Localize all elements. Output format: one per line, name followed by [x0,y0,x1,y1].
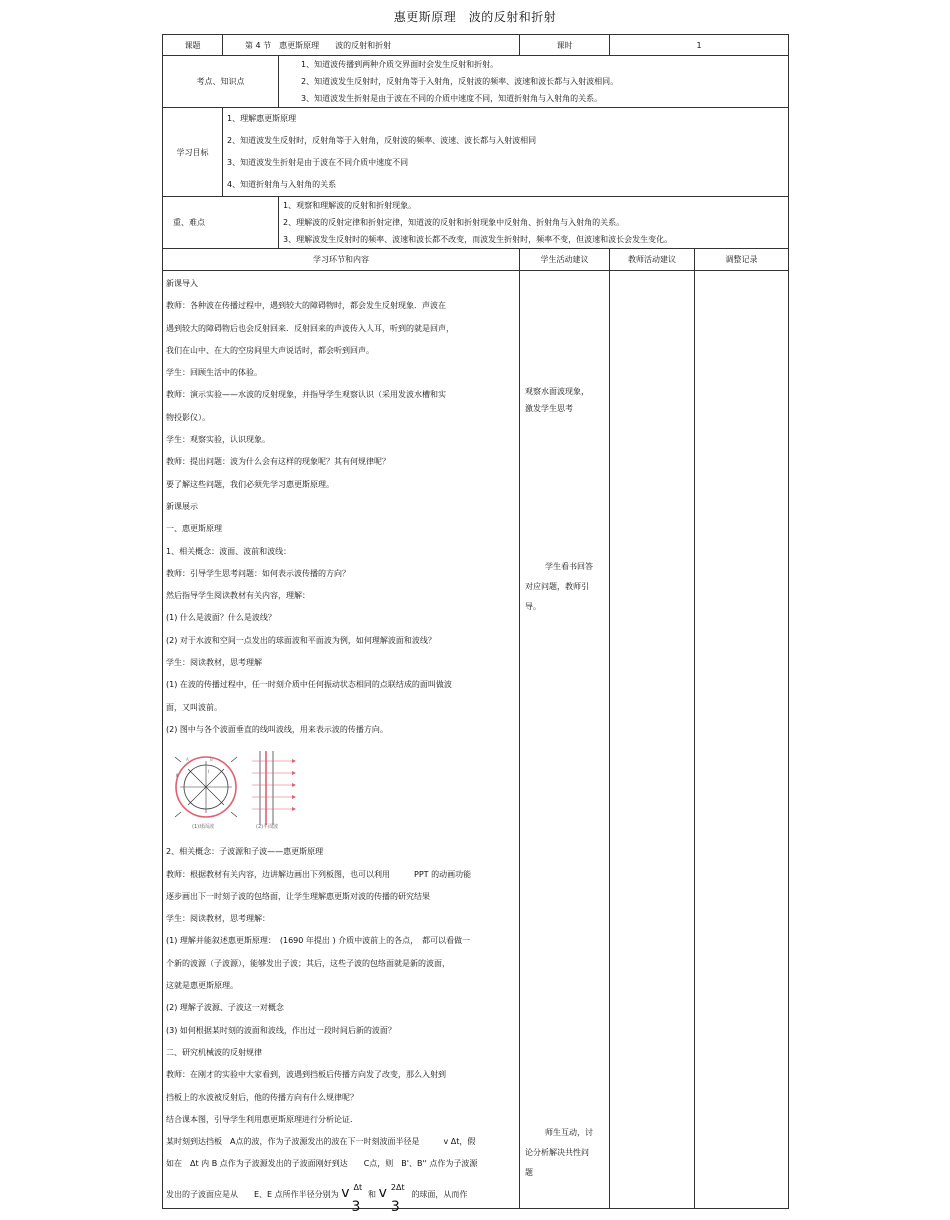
student-note-line: 对应问题，教师引 [525,582,589,591]
topic-row [163,35,789,56]
formula-and: 和 [368,1189,377,1199]
content-line: 教师：提出问题：波为什么会有这样的现象呢？其有何规律呢？ [166,457,390,467]
content-line: (2) 对于水波和空间一点发出的球面波和平面波为例，如何理解波面和波线？ [166,635,436,645]
difficulty-item: 1、观察和理解波的反射和折射现象。 [283,201,417,210]
content-line: 学生：阅读教材，思考理解： [166,914,270,924]
content-column-header: 学习环节和内容 [163,249,520,271]
objectives-list [223,108,789,197]
topic-label: 课题 [163,35,223,56]
fraction-1 [350,1183,366,1216]
difficulties-label: 重、难点 [163,197,279,249]
student-column-header: 学生活动建议 [520,249,610,271]
content-line: (2) 图中与各个波面垂直的线叫波线，用来表示波的传播方向。 [166,724,388,734]
hours-label: 课时 [520,35,610,56]
teacher-activity-cell [610,271,695,1209]
figure-label-a: A [186,757,189,763]
document-title: 惠更斯原理 波的反射和折射 [393,10,557,24]
figure-caption-plane: (2)平面波 [256,824,279,831]
content-line: 教师：在刚才的实验中大家看到，波遇到挡板后传播方向发了改变，那么入射到 [166,1070,446,1080]
lesson-plan-table [162,34,789,1216]
svg-text:Ⅰ: Ⅰ [208,769,210,775]
content-line: 遇到较大的障碍物后也会反射回来．反射回来的声波传入人耳，听到的就是回声， [166,323,454,333]
content-line: 要了解这些问题，我们必须先学习惠更斯原理。 [166,479,334,489]
fraction-2 [387,1183,409,1216]
student-note-2 [525,557,593,617]
content-line: (1) 什么是波面？什么是波线？ [166,613,276,623]
content-line: 二、研究机械波的反射规律 [166,1047,262,1057]
content-line: (1) 理解并能叙述惠更斯原理： (1690 年提出 ) 介质中波前上的各点， 都可以看做一 [166,936,471,946]
objective-item: 3、知道波发生折射是由于波在不同介质中速度不同 [227,158,409,167]
objective-item: 2、知道波发生反射时，反射角等于入射角，反射波的频率、波速、波长都与入射波相同 [227,136,537,145]
key-points-list [279,56,789,108]
spherical-wave-diagram [175,757,237,817]
hours-value: 1 [610,35,789,56]
student-note-line: 师生互动，讨 [545,1128,593,1137]
content-line: 新课导入 [166,279,198,288]
content-line: 教师：各种波在传播过程中，遇到较大的障碍物时，都会发生反射现象．声波在 [166,301,446,311]
content-line: 学生：阅读教材，思考理解 [166,658,262,668]
notes-column-header: 调整记录 [695,249,789,271]
student-note-3 [525,1123,593,1183]
formula-v1: v [341,1184,350,1201]
content-line: 然后指导学生阅读教材有关内容，理解： [166,591,310,601]
fraction-1-den: 3 [351,1199,361,1216]
student-note-line: 论分析解决共性问 [525,1148,589,1157]
difficulties-row [163,197,789,249]
student-note-line: 学生看书回答 [545,562,593,571]
student-note-line: 题 [525,1168,533,1177]
student-note-line: 导。 [525,602,541,611]
difficulties-list [279,197,789,249]
content-line: (3) 如何根据某时刻的波面和波线，作出过一段时间后新的波面？ [166,1025,396,1035]
formula-text-pre: 发出的子波面应是从 E、E 点所作半径分别为 [166,1189,339,1199]
objectives-label: 学习目标 [163,108,223,197]
content-line: 逐步画出下一时刻子波的包络面，让学生理解惠更斯对波的传播的研究结果 [166,891,430,901]
content-line: 2、相关概念：子波源和子波——惠更斯原理 [166,847,324,857]
content-line: 挡板上的水波被反射后，他的传播方向有什么规律呢？ [166,1092,358,1102]
content-line: 物投影仪）。 [166,412,210,422]
content-line: 某时刻到达挡板 A点的波，作为子波源发出的波在下一时刻波面半径是 v Δt，假 [166,1137,476,1147]
content-line: 学生：回顾生活中的体验。 [166,368,262,378]
key-points-row [163,56,789,108]
svg-text:Ⅱ: Ⅱ [176,773,178,779]
content-line: 学生：观察实验，认识现象。 [166,435,270,445]
formula-v2: v [378,1184,387,1201]
key-points-label: 考点、知识点 [163,56,279,108]
difficulty-item: 2、理解波的反射定律和折射定律，知道波的反射和折射现象中反射角、折射角与入射角的关系。 [283,218,625,227]
adjustment-notes-cell [695,271,789,1209]
formula-text-post: 的球面，从而作 [411,1189,468,1199]
formula-line [166,1180,516,1216]
content-row [163,271,789,1209]
topic-value: 第 4 节 惠更斯原理 波的反射和折射 [223,35,520,56]
student-note-line: 观察水面波现象， [525,387,589,396]
difficulty-item: 3、理解波发生反射时的频率、波速和波长都不改变，而波发生折射时，频率不变，但波速和波长会发生变化。 [283,235,673,244]
content-line: 这就是惠更斯原理。 [166,981,238,991]
content-line: (2) 理解子波源、子波这一对概念 [166,1003,284,1013]
figure-label-b: B [210,757,213,763]
teacher-column-header: 教师活动建议 [610,249,695,271]
content-cell [163,271,520,1216]
content-line: 一、惠更斯原理 [166,524,222,534]
fraction-2-num: 2Δt [390,1183,405,1193]
wave-figure [166,741,516,841]
key-point-item: 2、知道波发生反射时，反射角等于入射角，反射波的频率、波速和波长都与入射波相同。 [301,77,619,86]
objectives-row [163,108,789,197]
plane-wave-diagram [252,751,296,825]
objective-item: 4、知道折射角与入射角的关系 [227,180,337,189]
content-line: 如在 Δt 内 B 点作为子波源发出的子波面刚好到达 C点，则 B'、B'' 点作为子波源 [166,1159,478,1169]
figure-caption-spherical: (1)球面波 [192,824,215,831]
content-line: 我们在山中、在大的空房间里大声说话时，都会听到回声。 [166,345,374,355]
content-line: 新课展示 [166,501,198,511]
student-note-line: 激发学生思考 [525,404,573,413]
content-line: 面，又叫波前。 [166,702,222,712]
content-line: 结合课本图，引导学生利用惠更斯原理进行分析论证. [166,1114,353,1124]
content-line: (1) 在波的传播过程中，任一时刻介质中任何振动状态相同的点联结成的面叫做波 [166,680,452,690]
content-line: 教师：根据教材有关内容，边讲解边画出下列板图，也可以利用 PPT 的动画功能 [166,869,472,879]
content-line: 教师：引导学生思考问题：如何表示波传播的方向？ [166,568,350,578]
objective-item: 1、理解惠更斯原理 [227,114,297,123]
content-line: 教师：演示实验——水波的反射现象，并指导学生观察认识（采用发波水槽和实 [166,390,446,400]
student-activity-cell [520,271,610,1209]
fraction-1-num: Δt [353,1183,363,1193]
student-note-1 [525,383,589,417]
column-header-row [163,249,789,271]
content-line: 1、相关概念：波面、波前和波线： [166,546,292,556]
fraction-2-den: 3 [390,1199,400,1216]
key-point-item: 1、知道波传播到两种介质交界面时会发生反射和折射。 [301,60,499,69]
key-point-item: 3、知道波发生折射是由于波在不同的介质中速度不同，知道折射角与入射角的关系。 [301,94,603,103]
content-line: 个新的波源（子波源），能够发出子波；其后，这些子波的包络面就是新的波面， [166,958,450,968]
